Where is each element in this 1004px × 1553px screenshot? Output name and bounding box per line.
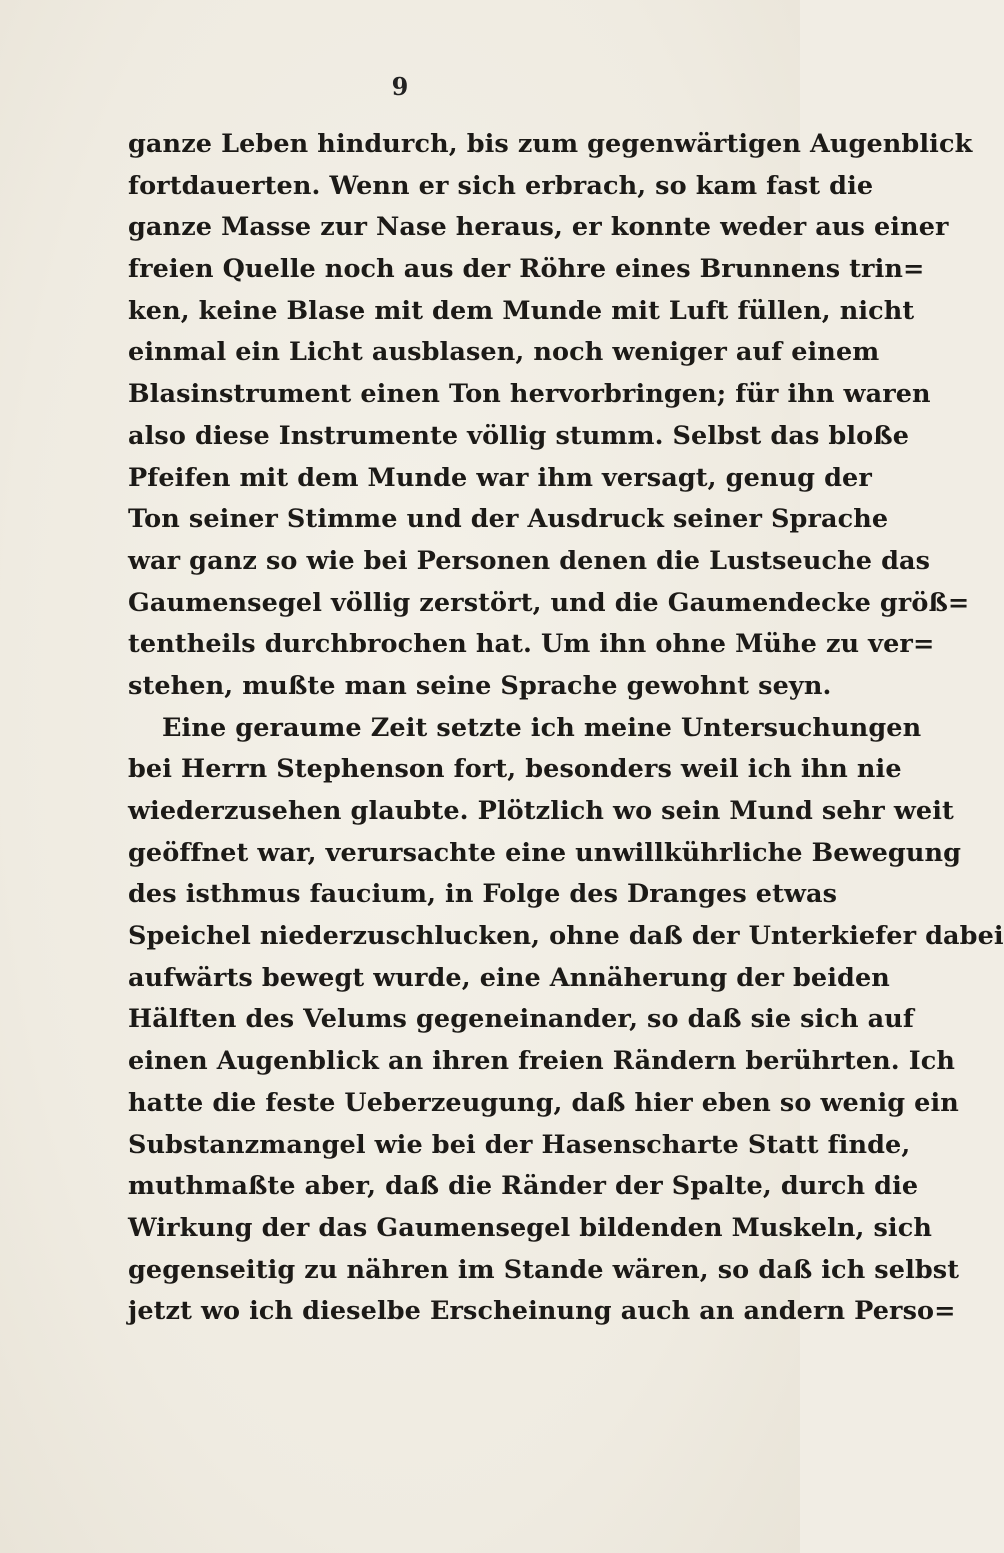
text-line: ganze Masse zur Nase heraus, er konnte weder aus einer bbox=[128, 212, 949, 243]
text-line: muthmaßte aber, daß die Ränder der Spalte, durch die bbox=[128, 1171, 919, 1202]
text-line: Blasinstrument einen Ton hervorbringen; für ihn waren bbox=[128, 379, 931, 410]
text-line: Pfeifen mit dem Munde war ihm versagt, genug der bbox=[128, 462, 872, 493]
text-line: also diese Instrumente völlig stumm. Selbst das bloße bbox=[128, 420, 910, 451]
text-line: einen Augenblick an ihren freien Rändern berührten. Ich bbox=[128, 1046, 956, 1077]
text-line: Hälften des Velums gegeneinander, so daß sie sich auf bbox=[128, 1004, 914, 1035]
text-line: Eine geraume Zeit setzte ich meine Untersuchungen bbox=[162, 712, 922, 743]
text-line: fortdauerten. Wenn er sich erbrach, so kam fast die bbox=[128, 170, 874, 201]
text-line: geöffnet war, verursachte eine unwillkührliche Bewegung bbox=[128, 837, 962, 868]
text-line: Gaumensegel völlig zerstört, und die Gaumendecke größ= bbox=[128, 587, 970, 618]
text-line: aufwärts bewegt wurde, eine Annäherung der beiden bbox=[128, 962, 890, 993]
text-line: Substanzmangel wie bei der Hasenscharte Statt finde, bbox=[128, 1129, 911, 1160]
body-text bbox=[128, 124, 1004, 1333]
text-line: jetzt wo ich dieselbe Erscheinung auch an andern Perso= bbox=[128, 1296, 956, 1327]
text-line: ganze Leben hindurch, bis zum gegenwärtigen Augenblick bbox=[128, 129, 973, 159]
text-line: war ganz so wie bei Personen denen die Lustseuche das bbox=[128, 545, 931, 576]
text-line: stehen, mußte man seine Sprache gewohnt seyn. bbox=[128, 670, 832, 701]
text-line: hatte die feste Ueberzeugung, daß hier eben so wenig ein bbox=[128, 1087, 959, 1118]
text-line: des isthmus faucium, in Folge des Dranges etwas bbox=[128, 879, 838, 910]
text-line: gegenseitig zu nähren im Stande wären, so daß ich selbst bbox=[128, 1254, 960, 1285]
text-line: bei Herrn Stephenson fort, besonders weil ich ihn nie bbox=[128, 754, 902, 785]
text-line: wiederzusehen glaubte. Plötzlich wo sein Mund sehr weit bbox=[128, 796, 954, 826]
text-line: freien Quelle noch aus der Röhre eines Brunnens trin= bbox=[128, 254, 925, 285]
text-line: Ton seiner Stimme und der Ausdruck seiner Sprache bbox=[128, 504, 889, 535]
page-number: 9 bbox=[391, 72, 409, 101]
text-line: Wirkung der das Gaumensegel bildenden Muskeln, sich bbox=[128, 1212, 932, 1243]
text-line: ken, keine Blase mit dem Munde mit Luft füllen, nicht bbox=[128, 295, 915, 326]
text-line: Speichel niederzuschlucken, ohne daß der Unterkiefer dabei bbox=[128, 921, 1004, 952]
text-line: tentheils durchbrochen hat. Um ihn ohne Mühe zu ver= bbox=[128, 629, 935, 660]
text-line: einmal ein Licht ausblasen, noch weniger auf einem bbox=[128, 337, 880, 368]
